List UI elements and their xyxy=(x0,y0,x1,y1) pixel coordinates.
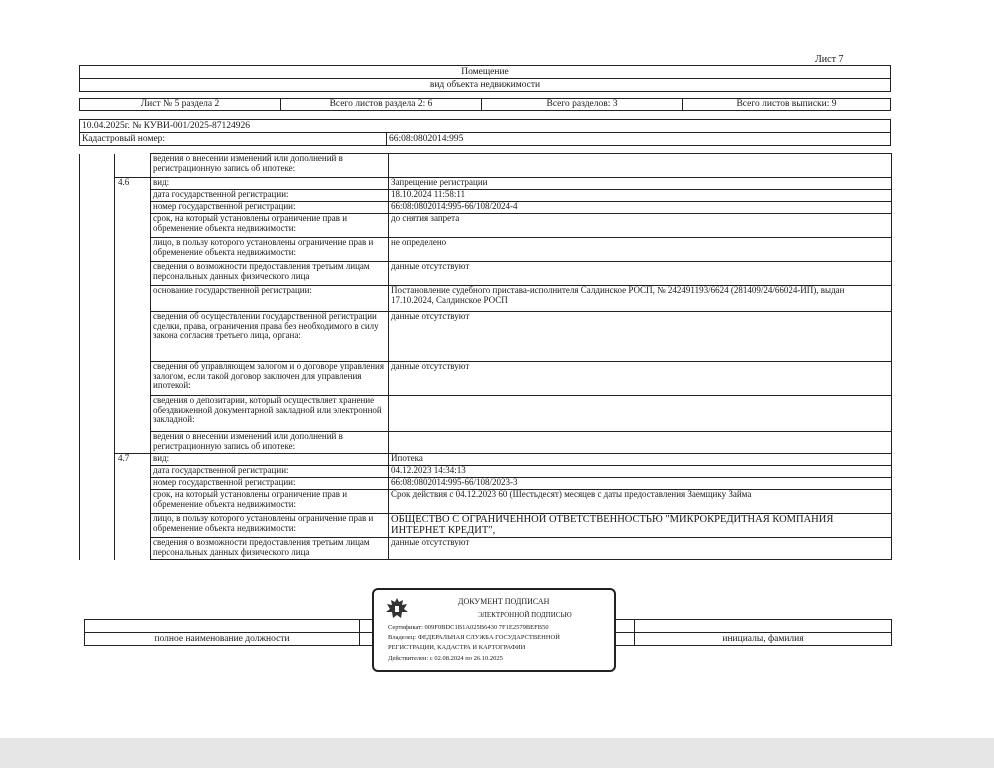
row-value: не определено xyxy=(389,238,892,262)
row-label: сведения об управляющем залогом и о договоре управления залогом, если такой договор заключен для управления ипотекой: xyxy=(151,362,389,396)
sheet-section: Лист № 5 раздела 2 xyxy=(80,99,281,111)
table-row xyxy=(80,478,892,490)
row-value: ОБЩЕСТВО С ОГРАНИЧЕННОЙ ОТВЕТСТВЕННОСТЬЮ "МИКРОКРЕДИТНАЯ КОМПАНИЯ ИНТЕРНЕТ КРЕДИТ", xyxy=(389,514,892,538)
row-value: данные отсутствуют xyxy=(389,262,892,286)
row-label: вид: xyxy=(151,178,389,190)
row-value: 66:08:0802014:995-66/108/2024-4 xyxy=(389,202,892,214)
electronic-signature-stamp xyxy=(372,588,616,672)
row-label: сведения о возможности предоставления третьим лицам персональных данных физического лица xyxy=(151,262,389,286)
table-row xyxy=(80,514,892,538)
row-value xyxy=(389,396,892,432)
row-number xyxy=(115,262,151,286)
sheet-number: Лист 7 xyxy=(815,54,844,65)
total-sections: Всего разделов: 3 xyxy=(482,99,683,111)
row-value: 04.12.2023 14:34:13 xyxy=(389,466,892,478)
object-type-subtitle: вид объекта недвижимости xyxy=(80,79,891,92)
row-label: сведения об осуществлении государственной регистрации сделки, права, ограничения права без необходимого в силу закона согласия третьего лица, органа: xyxy=(151,312,389,362)
row-label: номер государственной регистрации: xyxy=(151,202,389,214)
row-number xyxy=(115,154,151,178)
signature-position-line xyxy=(85,620,360,633)
encumbrance-table xyxy=(79,153,892,560)
total-sheets-section: Всего листов раздела 2: 6 xyxy=(281,99,482,111)
row-label: вид: xyxy=(151,454,389,466)
row-number xyxy=(115,286,151,312)
row-number: 4.6 xyxy=(115,178,151,190)
row-outer-cell xyxy=(80,432,115,454)
row-value: данные отсутствуют xyxy=(389,538,892,560)
row-number xyxy=(115,362,151,396)
stamp-certificate: Сертификат: 009F0BDC1B1A025B6430 7F1E2579BEFB50 xyxy=(388,624,549,631)
row-outer-cell xyxy=(80,514,115,538)
table-row xyxy=(80,312,892,362)
table-row xyxy=(80,454,892,466)
row-number xyxy=(115,312,151,362)
row-number xyxy=(115,396,151,432)
table-row xyxy=(80,202,892,214)
table-row xyxy=(80,286,892,312)
table-row xyxy=(80,362,892,396)
row-label: сведения о возможности предоставления третьим лицам персональных данных физического лица xyxy=(151,538,389,560)
table-row xyxy=(80,214,892,238)
stamp-owner-line1: Владелец: ФЕДЕРАЛЬНАЯ СЛУЖБА ГОСУДАРСТВЕННОЙ xyxy=(388,634,560,641)
row-outer-cell xyxy=(80,466,115,478)
row-label: дата государственной регистрации: xyxy=(151,466,389,478)
table-row xyxy=(80,538,892,560)
row-value: Ипотека xyxy=(389,454,892,466)
row-label: номер государственной регистрации: xyxy=(151,478,389,490)
row-outer-cell xyxy=(80,262,115,286)
stamp-subtitle: ЭЛЕКТРОННОЙ ПОДПИСЬЮ xyxy=(478,611,572,619)
object-header xyxy=(79,65,891,92)
row-number xyxy=(115,190,151,202)
row-outer-cell xyxy=(80,454,115,466)
position-label: полное наименование должности xyxy=(85,633,360,646)
cadastral-value: 66:08:0802014:995 xyxy=(387,133,891,146)
table-row xyxy=(80,178,892,190)
row-number: 4.7 xyxy=(115,454,151,466)
stamp-validity: Действителен: с 02.08.2024 по 26.10.2025 xyxy=(388,655,503,662)
row-number xyxy=(115,490,151,514)
row-outer-cell xyxy=(80,312,115,362)
row-label: дата государственной регистрации: xyxy=(151,190,389,202)
row-label: срок, на который установлены ограничение прав и обременение объекта недвижимости: xyxy=(151,490,389,514)
object-type-title: Помещение xyxy=(80,66,891,79)
row-outer-cell xyxy=(80,362,115,396)
sheet-summary xyxy=(79,98,891,111)
row-value: Срок действия с 04.12.2023 60 (Шестьдесят) месяцев с даты предоставления Заемщику Займа xyxy=(389,490,892,514)
registration-number: 10.04.2025г. № КУВИ-001/2025-87124926 xyxy=(80,120,891,133)
row-outer-cell xyxy=(80,190,115,202)
signature-initials-line xyxy=(635,620,892,633)
row-label: ведения о внесении изменений или дополнений в регистрационную запись об ипотеке: xyxy=(151,154,389,178)
table-row xyxy=(80,190,892,202)
row-value: данные отсутствуют xyxy=(389,362,892,396)
row-value: 66:08:0802014:995-66/108/2023-3 xyxy=(389,478,892,490)
row-value xyxy=(389,432,892,454)
row-number xyxy=(115,478,151,490)
row-number xyxy=(115,538,151,560)
row-label: сведения о депозитарии, который осуществляет хранение обездвиженной документарной закладной или электронной закладной: xyxy=(151,396,389,432)
row-value: данные отсутствуют xyxy=(389,312,892,362)
row-outer-cell xyxy=(80,214,115,238)
row-number xyxy=(115,432,151,454)
stamp-owner-line2: РЕГИСТРАЦИИ, КАДАСТРА И КАРТОГРАФИИ xyxy=(388,644,526,651)
table-row xyxy=(80,238,892,262)
row-outer-cell xyxy=(80,538,115,560)
table-row xyxy=(80,432,892,454)
row-outer-cell xyxy=(80,202,115,214)
row-outer-cell xyxy=(80,154,115,178)
initials-label: инициалы, фамилия xyxy=(635,633,892,646)
row-outer-cell xyxy=(80,238,115,262)
row-value: Постановление судебного пристава-исполнителя Салдинское РОСП, № 242491193/6624 (281409/24/66024-ИП), выдан 17.10.2024, Салдинское РОСП xyxy=(389,286,892,312)
row-outer-cell xyxy=(80,490,115,514)
row-label: основание государственной регистрации: xyxy=(151,286,389,312)
registration-block xyxy=(79,119,891,146)
row-label: лицо, в пользу которого установлены ограничение прав и обременение объекта недвижимости: xyxy=(151,514,389,538)
row-number xyxy=(115,238,151,262)
table-row xyxy=(80,262,892,286)
row-value: Запрещение регистрации xyxy=(389,178,892,190)
eagle-emblem-icon xyxy=(384,596,410,622)
table-row xyxy=(80,466,892,478)
total-sheets-extract: Всего листов выписки: 9 xyxy=(683,99,891,111)
row-label: лицо, в пользу которого установлены ограничение прав и обременение объекта недвижимости: xyxy=(151,238,389,262)
encumbrance-rows xyxy=(80,154,892,560)
table-row xyxy=(80,396,892,432)
scan-bottom-band xyxy=(0,738,994,768)
row-label: ведения о внесении изменений или дополнений в регистрационную запись об ипотеке: xyxy=(151,432,389,454)
row-outer-cell xyxy=(80,396,115,432)
row-value: до снятия запрета xyxy=(389,214,892,238)
table-row xyxy=(80,154,892,178)
cadastral-label: Кадастровый номер: xyxy=(80,133,387,146)
stamp-title: ДОКУМЕНТ ПОДПИСАН xyxy=(458,597,550,606)
row-number xyxy=(115,466,151,478)
row-number xyxy=(115,202,151,214)
row-outer-cell xyxy=(80,478,115,490)
row-outer-cell xyxy=(80,286,115,312)
table-row xyxy=(80,490,892,514)
row-value: 18.10.2024 11:58:11 xyxy=(389,190,892,202)
row-outer-cell xyxy=(80,178,115,190)
row-value xyxy=(389,154,892,178)
row-number xyxy=(115,514,151,538)
row-number xyxy=(115,214,151,238)
row-label: срок, на который установлены ограничение прав и обременение объекта недвижимости: xyxy=(151,214,389,238)
